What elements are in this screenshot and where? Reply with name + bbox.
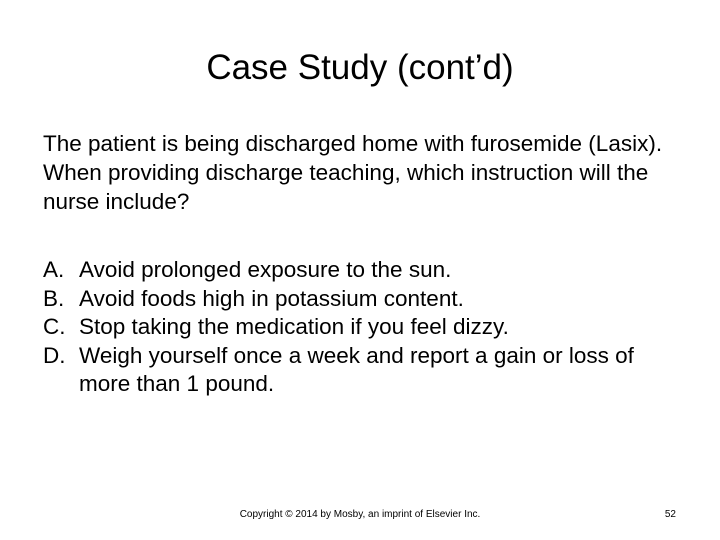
option-letter: B.: [43, 285, 65, 311]
answer-options: [43, 256, 683, 399]
option-b: [43, 285, 683, 314]
option-a: [43, 256, 683, 285]
page-number: 52: [664, 509, 676, 520]
question-text: The patient is being discharged home with furosemide (Lasix). When providing discharge teaching, which instruction will the nurse include?: [43, 131, 663, 214]
option-text: Stop taking the medication if you feel dizzy.: [79, 314, 509, 339]
option-letter: C.: [43, 314, 66, 339]
option-c: [43, 313, 683, 342]
slide-title: Case Study (cont’d): [206, 48, 514, 87]
option-letter: D.: [43, 342, 66, 368]
option-d: [43, 342, 683, 399]
copyright-notice: Copyright © 2014 by Mosby, an imprint of Elsevier Inc.: [239, 509, 481, 520]
option-text: Avoid foods high in potassium content.: [79, 285, 464, 311]
option-text: Avoid prolonged exposure to the sun.: [79, 257, 452, 282]
option-text: Weigh yourself once a week and report a gain or loss of more than 1 pound.: [79, 342, 634, 396]
option-letter: A.: [43, 257, 65, 282]
